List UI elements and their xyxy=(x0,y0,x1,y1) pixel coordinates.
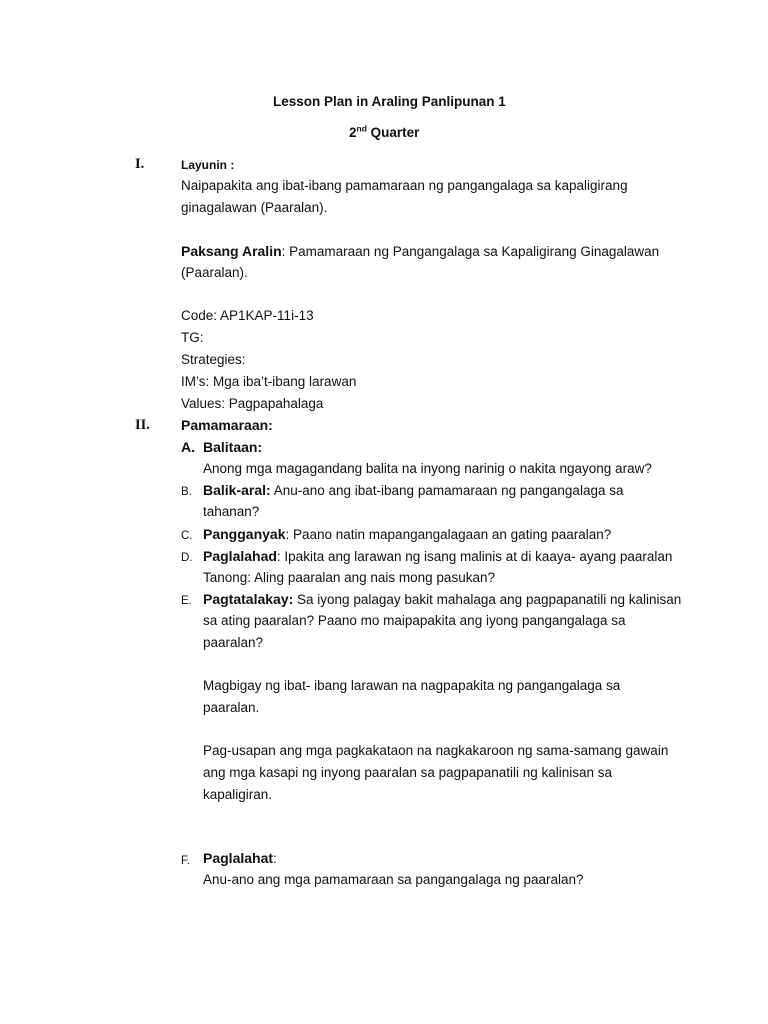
item-d-letter: D. xyxy=(181,552,193,564)
item-f-label: Paglalahat xyxy=(203,850,274,866)
paksa-line-2: (Paaralan). xyxy=(181,265,248,280)
objective-line-1: Naipapakita ang ibat-ibang pamamaraan ng pangangalaga sa kapaligirang xyxy=(181,178,628,193)
item-d-line-2: Tanong: Aling paaralan ang nais mong pasukan? xyxy=(203,570,495,585)
item-a-text: Anong mga magagandang balita na inyong narinig o nakita ngayong araw? xyxy=(203,461,652,476)
item-e-line-2: sa ating paaralan? Paano mo maipapakita ang iyong pangangalaga sa xyxy=(203,613,626,628)
item-f-text: : xyxy=(273,851,277,866)
pamamaraan-heading: Pamamaraan: xyxy=(181,417,273,433)
item-e-para3-line-3: kapaligiran. xyxy=(203,787,273,802)
item-b-line-1 xyxy=(203,481,623,500)
quarter-heading xyxy=(349,124,419,142)
item-b-label: Balik-aral: xyxy=(203,482,271,498)
paksa-label: Paksang Aralin xyxy=(181,243,282,259)
item-c-text: : Paano natin mapangangalagaan an gating paaralan? xyxy=(285,527,612,542)
item-e-label: Pagtatalakay: xyxy=(203,591,294,607)
strategies-line: Strategies: xyxy=(181,352,246,367)
quarter-word: Quarter xyxy=(370,125,420,140)
item-b-text: Anu-ano ang ibat-ibang pamamaraan ng pangangalaga sa xyxy=(270,483,624,498)
item-e-letter: E. xyxy=(181,595,192,607)
section-1-numeral: I. xyxy=(135,156,145,172)
quarter-number: 2 xyxy=(349,125,357,140)
item-b-line-2: tahanan? xyxy=(203,504,260,519)
quarter-superscript: nd xyxy=(356,123,367,134)
item-e-text: Sa iyong palagay bakit mahalaga ang pagpapanatili ng kalinisan xyxy=(293,592,682,607)
item-c-line-1 xyxy=(203,525,611,544)
item-a-letter: A. xyxy=(181,439,195,455)
paksa-text: : Pamamaraan ng Pangangalaga sa Kapaligirang Ginagalawan xyxy=(281,244,660,259)
item-e-para3-line-2: ang mga kasapi ng inyong paaralan sa pagpapanatili ng kalinisan sa xyxy=(203,765,613,780)
section-2-numeral: II. xyxy=(135,417,150,433)
objective-line-2: ginagalawan (Paaralan). xyxy=(181,200,328,215)
layunin-label: Layunin : xyxy=(181,158,235,172)
item-e-line-3: paaralan? xyxy=(203,635,264,650)
item-d-label: Paglalahad xyxy=(203,548,277,564)
paksang-aralin xyxy=(181,242,659,261)
item-d-line-1 xyxy=(203,547,672,566)
ims-line: IM’s: Mga iba’t-ibang larawan xyxy=(181,374,357,389)
code-line: Code: AP1KAP-11i-13 xyxy=(181,308,314,323)
tg-line: TG: xyxy=(181,330,204,345)
item-e-line-1 xyxy=(203,590,681,609)
item-d-text: : Ipakita ang larawan ng isang malinis at di kaaya- ayang paaralan xyxy=(276,549,673,564)
item-f-line-2: Anu-ano ang mga pamamaraan sa pangangalaga ng paaralan? xyxy=(203,872,584,887)
item-b-letter: B. xyxy=(181,486,192,498)
values-line: Values: Pagpapahalaga xyxy=(181,396,324,411)
item-c-letter: C. xyxy=(181,530,193,542)
item-f-letter: F. xyxy=(181,855,190,867)
item-a-label: Balitaan: xyxy=(203,439,263,455)
item-c-label: Pangganyak xyxy=(203,526,286,542)
item-e-para2-line-2: paaralan. xyxy=(203,700,260,715)
item-e-para3-line-1: Pag-usapan ang mga pagkakataon na nagkakaroon ng sama-samang gawain xyxy=(203,743,669,758)
item-e-para2-line-1: Magbigay ng ibat- ibang larawan na nagpapakita ng pangangalaga sa xyxy=(203,678,621,693)
document-title: Lesson Plan in Araling Panlipunan 1 xyxy=(273,94,506,109)
item-f-line-1 xyxy=(203,849,277,868)
